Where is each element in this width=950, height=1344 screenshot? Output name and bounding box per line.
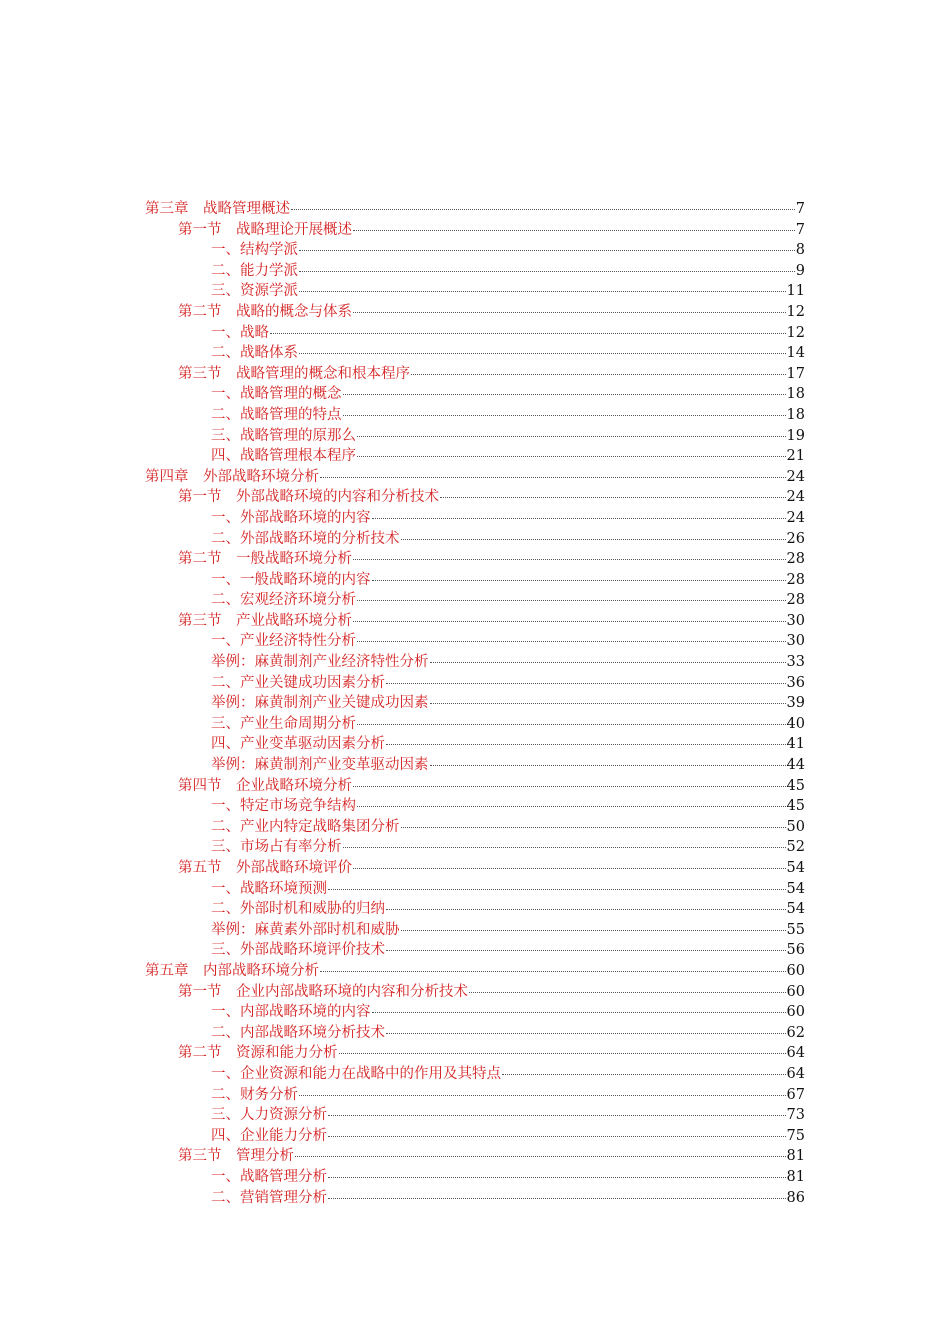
toc-entry[interactable] <box>145 1002 805 1023</box>
toc-entry-label: 三、外部战略环境评价技术 <box>211 942 385 959</box>
toc-entry-page-number: 8 <box>795 242 805 259</box>
toc-entry-page-number: 12 <box>786 303 805 320</box>
toc-dot-leader <box>328 1176 786 1178</box>
toc-entry-label: 三、人力资源分析 <box>211 1107 327 1124</box>
toc-entry[interactable] <box>145 1126 805 1147</box>
toc-entry[interactable] <box>145 302 805 323</box>
toc-entry-label: 第三节 战略管理的概念和根本程序 <box>178 365 410 382</box>
toc-entry-page-number: 40 <box>786 715 805 732</box>
toc-dot-leader <box>343 393 786 395</box>
toc-dot-leader <box>469 991 786 993</box>
toc-dot-leader <box>357 640 786 642</box>
toc-entry[interactable] <box>145 323 805 344</box>
toc-entry-label: 第三章 战略管理概述 <box>145 201 290 217</box>
toc-dot-leader <box>320 476 786 478</box>
toc-entry[interactable] <box>145 364 805 385</box>
toc-entry[interactable] <box>145 1064 805 1085</box>
toc-dot-leader <box>353 620 786 622</box>
toc-entry-page-number: 86 <box>786 1189 805 1206</box>
toc-entry[interactable] <box>145 940 805 961</box>
toc-entry[interactable] <box>145 1167 805 1188</box>
toc-entry[interactable] <box>145 858 805 879</box>
toc-dot-leader <box>430 702 786 704</box>
toc-entry-page-number: 60 <box>786 962 805 979</box>
toc-entry-page-number: 14 <box>786 345 805 362</box>
toc-entry[interactable] <box>145 508 805 529</box>
toc-entry-page-number: 64 <box>786 1045 805 1062</box>
toc-entry-label: 第二节 一般战略环境分析 <box>178 551 352 568</box>
toc-entry[interactable] <box>145 281 805 302</box>
toc-entry[interactable] <box>145 982 805 1003</box>
toc-dot-leader <box>353 229 795 231</box>
toc-dot-leader <box>299 352 786 354</box>
toc-dot-leader <box>401 826 786 828</box>
toc-entry-label: 举例：麻黄制剂产业关键成功因素 <box>211 695 429 712</box>
toc-dot-leader <box>411 373 786 375</box>
toc-dot-leader <box>357 805 786 807</box>
toc-entry-page-number: 28 <box>786 571 805 588</box>
toc-dot-leader <box>357 599 786 601</box>
toc-entry[interactable] <box>145 467 805 488</box>
toc-entry-label: 三、产业生命周期分析 <box>211 715 356 732</box>
toc-dot-leader <box>299 270 795 272</box>
toc-entry-label: 三、市场占有率分析 <box>211 839 342 856</box>
toc-entry[interactable] <box>145 734 805 755</box>
toc-entry-label: 第一节 企业内部战略环境的内容和分析技术 <box>178 983 468 1000</box>
toc-entry-page-number: 11 <box>786 283 805 300</box>
toc-entry[interactable] <box>145 549 805 570</box>
toc-entry-page-number: 56 <box>786 942 805 959</box>
toc-entry-label: 一、战略管理的概念 <box>211 386 342 403</box>
toc-dot-leader <box>386 1032 786 1034</box>
toc-entry[interactable] <box>145 899 805 920</box>
toc-dot-leader <box>386 743 786 745</box>
toc-entry-label: 二、产业关键成功因素分析 <box>211 674 385 691</box>
toc-entry[interactable] <box>145 1043 805 1064</box>
toc-entry[interactable] <box>145 405 805 426</box>
toc-entry-label: 举例：麻黄素外部时机和威胁 <box>211 921 400 938</box>
toc-dot-leader <box>372 1011 786 1013</box>
toc-dot-leader <box>372 517 786 519</box>
toc-entry[interactable] <box>145 529 805 550</box>
toc-entry-page-number: 60 <box>786 983 805 1000</box>
toc-entry-label: 第四节 企业战略环境分析 <box>178 777 352 794</box>
toc-entry-label: 二、战略管理的特点 <box>211 406 342 423</box>
toc-dot-leader <box>401 538 786 540</box>
toc-entry[interactable] <box>145 1105 805 1126</box>
toc-entry-label: 第二节 战略的概念与体系 <box>178 303 352 320</box>
toc-entry-page-number: 28 <box>786 551 805 568</box>
toc-entry[interactable] <box>145 1023 805 1044</box>
toc-entry-page-number: 75 <box>786 1127 805 1144</box>
toc-entry[interactable] <box>145 755 805 776</box>
toc-entry-page-number: 52 <box>786 839 805 856</box>
toc-dot-leader <box>502 1073 786 1075</box>
toc-entry[interactable] <box>145 961 805 982</box>
toc-dot-leader <box>328 1197 786 1199</box>
toc-entry[interactable] <box>145 796 805 817</box>
toc-entry-label: 二、外部战略环境的分析技术 <box>211 530 400 547</box>
toc-entry-page-number: 33 <box>786 654 805 671</box>
toc-entry-page-number: 36 <box>786 674 805 691</box>
toc-entry-label: 第三节 产业战略环境分析 <box>178 612 352 629</box>
toc-dot-leader <box>343 414 786 416</box>
toc-entry-page-number: 50 <box>786 818 805 835</box>
toc-entry-page-number: 30 <box>786 612 805 629</box>
toc-dot-leader <box>320 970 786 972</box>
toc-entry[interactable] <box>145 384 805 405</box>
toc-entry-page-number: 54 <box>786 901 805 918</box>
toc-dot-leader <box>295 1155 786 1157</box>
toc-entry-label: 举例：麻黄制剂产业经济特性分析 <box>211 654 429 671</box>
toc-dot-leader <box>440 496 786 498</box>
toc-entry-page-number: 64 <box>786 1065 805 1082</box>
toc-entry-page-number: 55 <box>786 921 805 938</box>
toc-dot-leader <box>353 867 786 869</box>
toc-entry-label: 一、战略管理分析 <box>211 1168 327 1185</box>
toc-entry-page-number: 41 <box>786 736 805 753</box>
toc-entry[interactable] <box>145 570 805 591</box>
toc-dot-leader <box>291 208 795 210</box>
toc-entry[interactable] <box>145 879 805 900</box>
toc-dot-leader <box>299 249 795 251</box>
toc-entry-page-number: 81 <box>786 1148 805 1165</box>
toc-dot-leader <box>353 785 786 787</box>
toc-entry-label: 二、财务分析 <box>211 1086 298 1103</box>
toc-entry[interactable] <box>145 652 805 673</box>
toc-entry[interactable] <box>145 714 805 735</box>
toc-entry-page-number: 19 <box>786 427 805 444</box>
toc-entry-page-number: 24 <box>786 468 805 485</box>
toc-entry[interactable] <box>145 446 805 467</box>
toc-dot-leader <box>299 1094 786 1096</box>
toc-entry[interactable] <box>145 343 805 364</box>
toc-dot-leader <box>372 579 786 581</box>
toc-entry-page-number: 7 <box>795 201 805 217</box>
toc-entry[interactable] <box>145 487 805 508</box>
toc-entry-label: 一、企业资源和能力在战略中的作用及其特点 <box>211 1065 501 1082</box>
toc-entry[interactable] <box>145 426 805 447</box>
toc-dot-leader <box>339 1052 786 1054</box>
toc-entry-page-number: 73 <box>786 1107 805 1124</box>
toc-dot-leader <box>270 332 786 334</box>
toc-entry-label: 第五节 外部战略环境评价 <box>178 860 352 876</box>
toc-dot-leader <box>328 1135 786 1137</box>
toc-entry-page-number: 7 <box>795 221 805 238</box>
toc-entry-page-number: 17 <box>786 365 805 382</box>
toc-dot-leader <box>401 929 786 931</box>
toc-entry-label: 第二节 资源和能力分析 <box>178 1045 338 1062</box>
toc-entry-label: 一、外部战略环境的内容 <box>211 509 371 526</box>
toc-dot-leader <box>328 888 786 890</box>
toc-entry[interactable] <box>145 920 805 941</box>
toc-entry-page-number: 30 <box>786 633 805 650</box>
toc-entry-label: 一、战略环境预测 <box>211 880 327 897</box>
toc-entry-label: 第五章 内部战略环境分析 <box>145 962 319 979</box>
toc-entry-label: 举例：麻黄制剂产业变革驱动因素 <box>211 757 429 774</box>
toc-entry[interactable] <box>145 631 805 652</box>
toc-entry-page-number: 18 <box>786 406 805 423</box>
toc-entry-page-number: 26 <box>786 530 805 547</box>
toc-dot-leader <box>353 558 786 560</box>
toc-entry-page-number: 18 <box>786 386 805 403</box>
toc-entry[interactable] <box>145 817 805 838</box>
toc-entry-page-number: 44 <box>786 757 805 774</box>
toc-entry[interactable] <box>145 1146 805 1167</box>
toc-entry-label: 第一节 外部战略环境的内容和分析技术 <box>178 489 439 506</box>
toc-entry-page-number: 9 <box>795 262 805 279</box>
toc-entry-page-number: 81 <box>786 1168 805 1185</box>
toc-entry[interactable] <box>145 1085 805 1106</box>
toc-entry-label: 二、战略体系 <box>211 345 298 362</box>
toc-entry[interactable] <box>145 590 805 611</box>
toc-dot-leader <box>357 723 786 725</box>
toc-dot-leader <box>430 661 786 663</box>
toc-entry-page-number: 24 <box>786 489 805 506</box>
toc-entry[interactable] <box>145 693 805 714</box>
toc-entry-label: 一、产业经济特性分析 <box>211 633 356 650</box>
toc-entry-label: 四、产业变革驱动因素分析 <box>211 736 385 753</box>
toc-entry[interactable] <box>145 611 805 632</box>
toc-dot-leader <box>343 846 786 848</box>
toc-entry[interactable] <box>145 261 805 282</box>
toc-entry-label: 二、营销管理分析 <box>211 1189 327 1206</box>
toc-entry-label: 二、能力学派 <box>211 262 298 279</box>
toc-entry-page-number: 60 <box>786 1004 805 1021</box>
toc-entry-label: 一、结构学派 <box>211 242 298 259</box>
toc-entry-page-number: 28 <box>786 592 805 609</box>
toc-entry[interactable] <box>145 1188 805 1209</box>
toc-entry-label: 一、战略 <box>211 324 269 341</box>
toc-entry-label: 第一节 战略理论开展概述 <box>178 221 352 238</box>
toc-entry-label: 一、一般战略环境的内容 <box>211 571 371 588</box>
toc-entry[interactable] <box>145 673 805 694</box>
toc-entry-page-number: 54 <box>786 860 805 876</box>
toc-entry-page-number: 24 <box>786 509 805 526</box>
toc-entry-page-number: 45 <box>786 777 805 794</box>
toc-entry-label: 一、内部战略环境的内容 <box>211 1004 371 1021</box>
toc-dot-leader <box>357 455 786 457</box>
toc-entry-page-number: 39 <box>786 695 805 712</box>
toc-entry-page-number: 12 <box>786 324 805 341</box>
toc-entry[interactable] <box>145 199 805 220</box>
toc-entry-page-number: 21 <box>786 448 805 465</box>
toc-entry-label: 第三节 管理分析 <box>178 1148 294 1165</box>
toc-entry-label: 四、战略管理根本程序 <box>211 448 356 465</box>
toc-dot-leader <box>386 682 786 684</box>
toc-entry-label: 四、企业能力分析 <box>211 1127 327 1144</box>
toc-dot-leader <box>386 908 786 910</box>
toc-entry-label: 第四章 外部战略环境分析 <box>145 468 319 485</box>
toc-dot-leader <box>430 764 786 766</box>
toc-entry-label: 二、产业内特定战略集团分析 <box>211 818 400 835</box>
toc-dot-leader <box>299 290 786 292</box>
toc-entry-label: 三、战略管理的原那么 <box>211 427 356 444</box>
toc-entry-page-number: 45 <box>786 798 805 815</box>
toc-dot-leader <box>386 949 786 951</box>
toc-entry[interactable] <box>145 837 805 858</box>
toc-dot-leader <box>357 435 786 437</box>
toc-entry[interactable] <box>145 220 805 241</box>
toc-entry-label: 二、外部时机和威胁的归纳 <box>211 901 385 918</box>
toc-entry-page-number: 54 <box>786 880 805 897</box>
toc-entry-label: 三、资源学派 <box>211 283 298 300</box>
toc-entry-page-number: 62 <box>786 1024 805 1041</box>
toc-entry-label: 一、特定市场竞争结构 <box>211 798 356 815</box>
toc-entry[interactable] <box>145 240 805 261</box>
toc-entry[interactable] <box>145 776 805 797</box>
table-of-contents <box>145 199 805 1208</box>
toc-dot-leader <box>353 311 786 313</box>
toc-entry-page-number: 67 <box>786 1086 805 1103</box>
toc-dot-leader <box>328 1114 786 1116</box>
toc-entry-label: 二、宏观经济环境分析 <box>211 592 356 609</box>
toc-entry-label: 二、内部战略环境分析技术 <box>211 1024 385 1041</box>
